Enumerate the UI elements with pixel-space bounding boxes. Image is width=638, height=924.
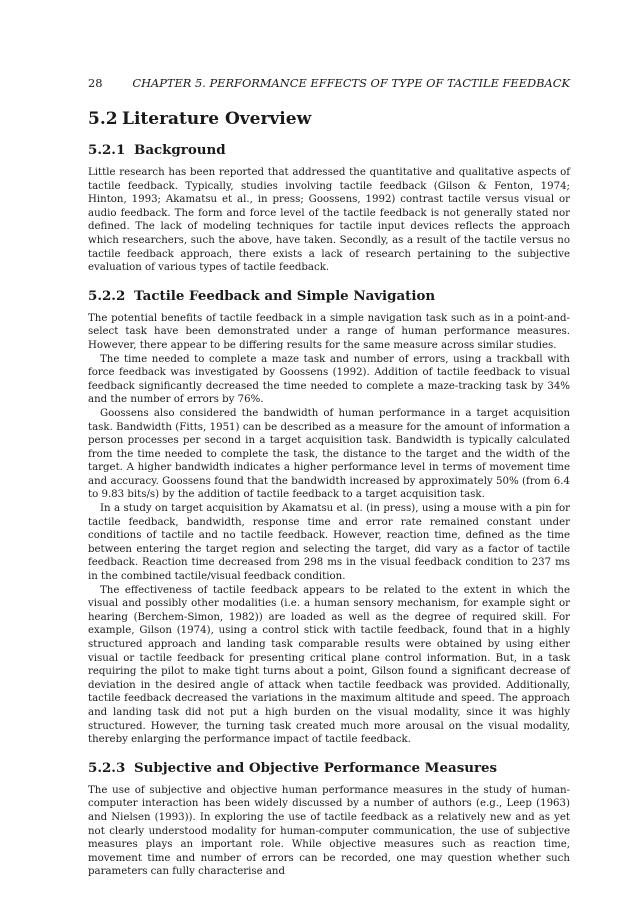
paragraph: The time needed to complete a maze task and number of errors, using a trackball with force feedback was investigated by Goossens (1992). Addition of tactile feedback to visual feedback significantly decreased the time needed to complete a maze-tracking task by 34% and the number of errors by 76%. xyxy=(88,353,570,406)
subsection-number: 5.2.2 xyxy=(88,287,126,304)
paragraph: The use of subjective and objective human performance measures in the study of human-computer interaction has been widely discussed by a number of authors (e.g., Leep (1963) and Nielsen (1993)). In exploring the use of tactile feedback as a relatively new and as yet not clearly understood modality for human-computer communication, the use of subjective measures plays an important role. While objective measures such as reaction time, movement time and number of errors can be recorded, one may question whether such parameters can fully characterise and xyxy=(88,784,570,878)
subsection-title: Subjective and Objective Performance Measures xyxy=(134,759,498,776)
page-number: 28 xyxy=(88,76,103,90)
subsection-number: 5.2.3 xyxy=(88,759,126,776)
paragraph: The potential benefits of tactile feedback in a simple navigation task such as in a point-and-select task have been demonstrated under a range of human performance measures. However, there appear to be differing results for the same measure across similar studies. xyxy=(88,312,570,351)
paragraph: In a study on target acquisition by Akamatsu et al. (in press), using a mouse with a pin for tactile feedback, bandwidth, response time and error rate remained constant under conditions of tactile and no tactile feedback. However, reaction time, defined as the time between entering the target region and selecting the target, did vary as a factor of tactile feedback. Reaction time decreased from 298 ms in the visual feedback condition to 237 ms in the combined tactile/visual feedback condition. xyxy=(88,503,570,583)
subsection-heading-performance-measures xyxy=(88,759,570,777)
subsection-title: Tactile Feedback and Simple Navigation xyxy=(134,287,436,304)
section-number: 5.2 xyxy=(88,109,118,129)
page-body xyxy=(88,108,570,879)
subsection-number: 5.2.1 xyxy=(88,142,126,158)
section-title: Literature Overview xyxy=(122,109,312,129)
paragraph: The effectiveness of tactile feedback appears to be related to the extent in which the visual and possibly other modalities (i.e. a human sensory mechanism, for example sight or hearing (Berchem-Simon, 1982)) are loaded as well as the degree of required skill. For example, Gilson (1974), using a control stick with tactile feedback, found that in a highly structured approach and landing task comparable results were obtained by using either visual or tactile feedback for presenting critical plane control information. But, in a task requiring the pilot to make tight turns about a point, Gilson found a significant decrease of deviation in the desired angle of attack when tactile feedback was provided. Additionally, tactile feedback decreased the variations in the maximum altitude and speed. The approach and landing task did not put a high burden on the visual modality, since it was highly structured. However, the turning task created much more arousal on the visual modality, thereby enlarging the performance impact of tactile feedback. xyxy=(88,584,570,746)
paragraph: Little research has been reported that addressed the quantitative and qualitative aspects of tactile feedback. Typically, studies involving tactile feedback (Gilson & Fenton, 1974; Hinton, 1993; Akamatsu et al., in press; Goossens, 1992) contrast tactile versus visual or audio feedback. The form and force level of the tactile feedback is not generally stated nor defined. The lack of modeling techniques for tactile input devices reflects the approach which researchers, such the above, have taken. Secondly, as a result of the tactile versus no tactile feedback approach, there exists a lack of research pertaining to the subjective evaluation of various types of tactile feedback. xyxy=(88,167,570,274)
section-heading xyxy=(88,108,570,130)
subsection-heading-tactile-navigation xyxy=(88,287,570,305)
subsection-title: Background xyxy=(134,142,226,158)
chapter-running-title: CHAPTER 5. PERFORMANCE EFFECTS OF TYPE OF TACTILE FEEDBACK xyxy=(132,76,570,90)
paragraph: Goossens also considered the bandwidth of human performance in a target acquisition task. Bandwidth (Fitts, 1951) can be described as a measure for the amount of information a person processes per second in a target acquisition task. Bandwidth is typically calculated from the time needed to complete the task, the distance to the target and the width of the target. A higher bandwidth indicates a higher performance level in terms of movement time and accuracy. Goossens found that the bandwidth increased by approximately 50% (from 6.4 to 9.83 bits/s) by the addition of tactile feedback to a target acquisition task. xyxy=(88,407,570,501)
scan-speck xyxy=(33,58,34,59)
subsection-heading-background xyxy=(88,141,570,159)
